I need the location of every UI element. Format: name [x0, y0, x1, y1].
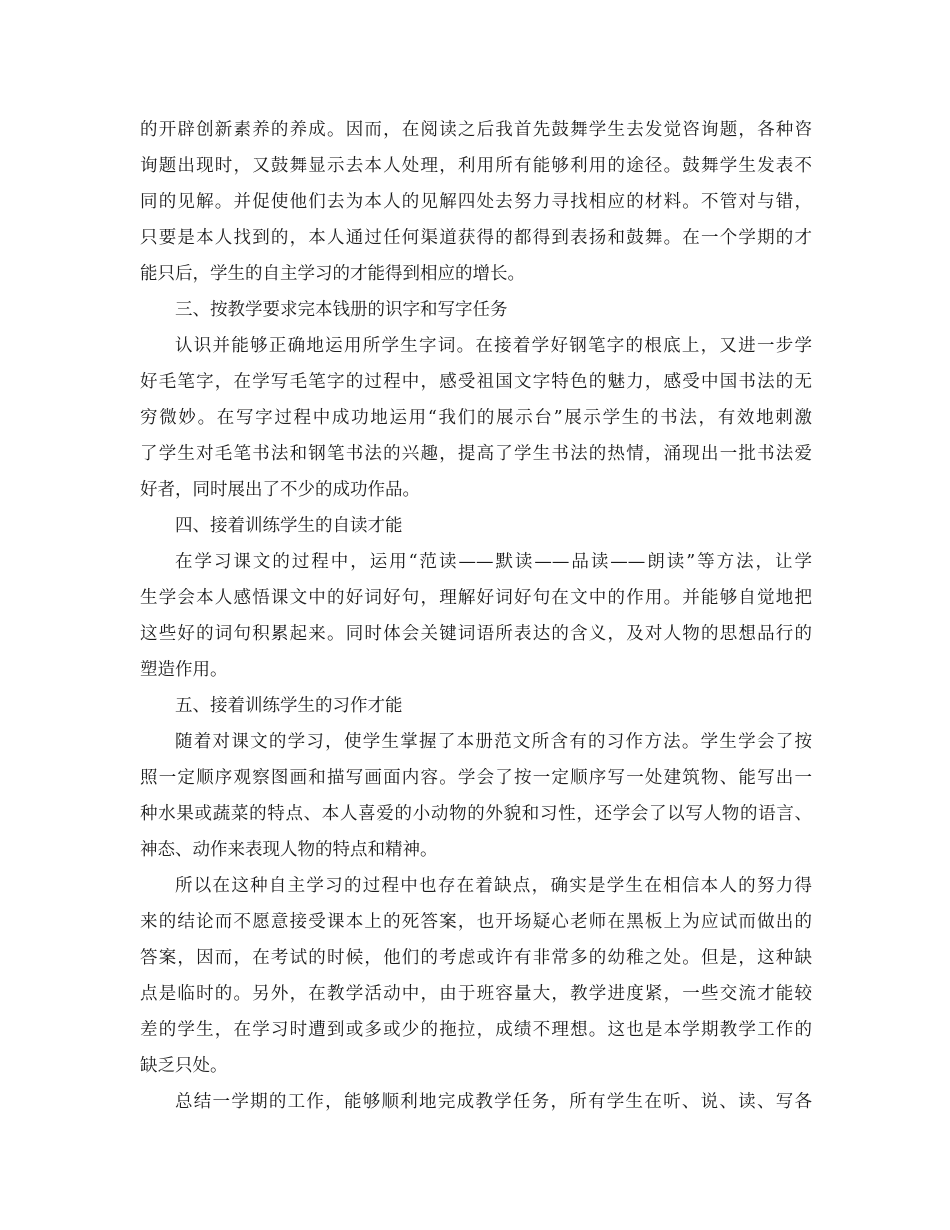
text-line-8: 好毛笔字，在学写毛笔字的过程中，感受祖国文字特色的魅力，感受中国书法的无 [140, 372, 812, 392]
text-line-19: 照一定顺序观察图画和描写画面内容。学会了按一定顺序写一处建筑物、能写出一 [140, 768, 812, 788]
text-line-20: 种水果或蔬菜的特点、本人喜爱的小动物的外貌和习性，还学会了以写人物的语言、 [140, 804, 812, 824]
text-line-2: 询题出现时，又鼓舞显示去本人处理，利用所有能够利用的途径。鼓舞学生发表不 [140, 156, 812, 176]
text-line-27: 缺乏只处。 [140, 1056, 228, 1076]
section-heading-3: 三、按教学要求完本钱册的识字和写字任务 [175, 300, 508, 320]
text-line-11: 好者，同时展出了不少的成功作品。 [140, 480, 420, 500]
text-line-22: 所以在这种自主学习的过程中也存在着缺点，确实是学生在相信本人的努力得 [175, 876, 812, 896]
text-line-4: 只要是本人找到的，本人通过任何渠道获得的都得到表扬和鼓舞。在一个学期的才 [140, 228, 812, 248]
section-heading-4: 四、接着训练学生的自读才能 [175, 516, 403, 536]
text-line-24: 答案，因而，在考试的时候，他们的考虑或许有非常多的幼稚之处。但是，这种缺 [140, 948, 812, 968]
text-line-18: 随着对课文的学习，使学生掌握了本册范文所含有的习作方法。学生学会了按 [175, 732, 812, 752]
document-page [140, 112, 812, 1120]
text-line-1: 的开辟创新素养的养成。因而，在阅读之后我首先鼓舞学生去发觉咨询题，各种咨 [140, 120, 812, 140]
section-heading-5: 五、接着训练学生的习作才能 [175, 696, 403, 716]
text-line-5: 能只后，学生的自主学习的才能得到相应的增长。 [140, 264, 525, 284]
text-line-3: 同的见解。并促使他们去为本人的见解四处去努力寻找相应的材料。不管对与错， [140, 192, 812, 212]
text-line-13: 在学习课文的过程中，运用“范读——默读——品读——朗读”等方法，让学 [175, 552, 812, 572]
text-line-21: 神态、动作来表现人物的特点和精神。 [140, 840, 438, 860]
text-line-25: 点是临时的。另外，在教学活动中，由于班容量大，教学进度紧，一些交流才能较 [140, 984, 812, 1004]
text-line-14: 生学会本人感悟课文中的好词好句，理解好词好句在文中的作用。并能够自觉地把 [140, 588, 812, 608]
text-line-10: 了学生对毛笔书法和钢笔书法的兴趣，提高了学生书法的热情，涌现出一批书法爱 [140, 444, 812, 464]
text-line-28: 总结一学期的工作，能够顺利地完成教学任务，所有学生在听、说、读、写各 [175, 1092, 812, 1112]
text-line-7: 认识并能够正确地运用所学生字词。在接着学好钢笔字的根底上，又进一步学 [175, 336, 812, 356]
text-line-16: 塑造作用。 [140, 660, 228, 680]
text-line-9: 穷微妙。在写字过程中成功地运用“我们的展示台”展示学生的书法，有效地刺激 [140, 408, 812, 428]
text-line-26: 差的学生，在学习时遭到或多或少的拖拉，成绩不理想。这也是本学期教学工作的 [140, 1020, 812, 1040]
text-line-23: 来的结论而不愿意接受课本上的死答案，也开场疑心老师在黑板上为应试而做出的 [140, 912, 812, 932]
text-line-15: 这些好的词句积累起来。同时体会关键词语所表达的含义，及对人物的思想品行的 [140, 624, 812, 644]
